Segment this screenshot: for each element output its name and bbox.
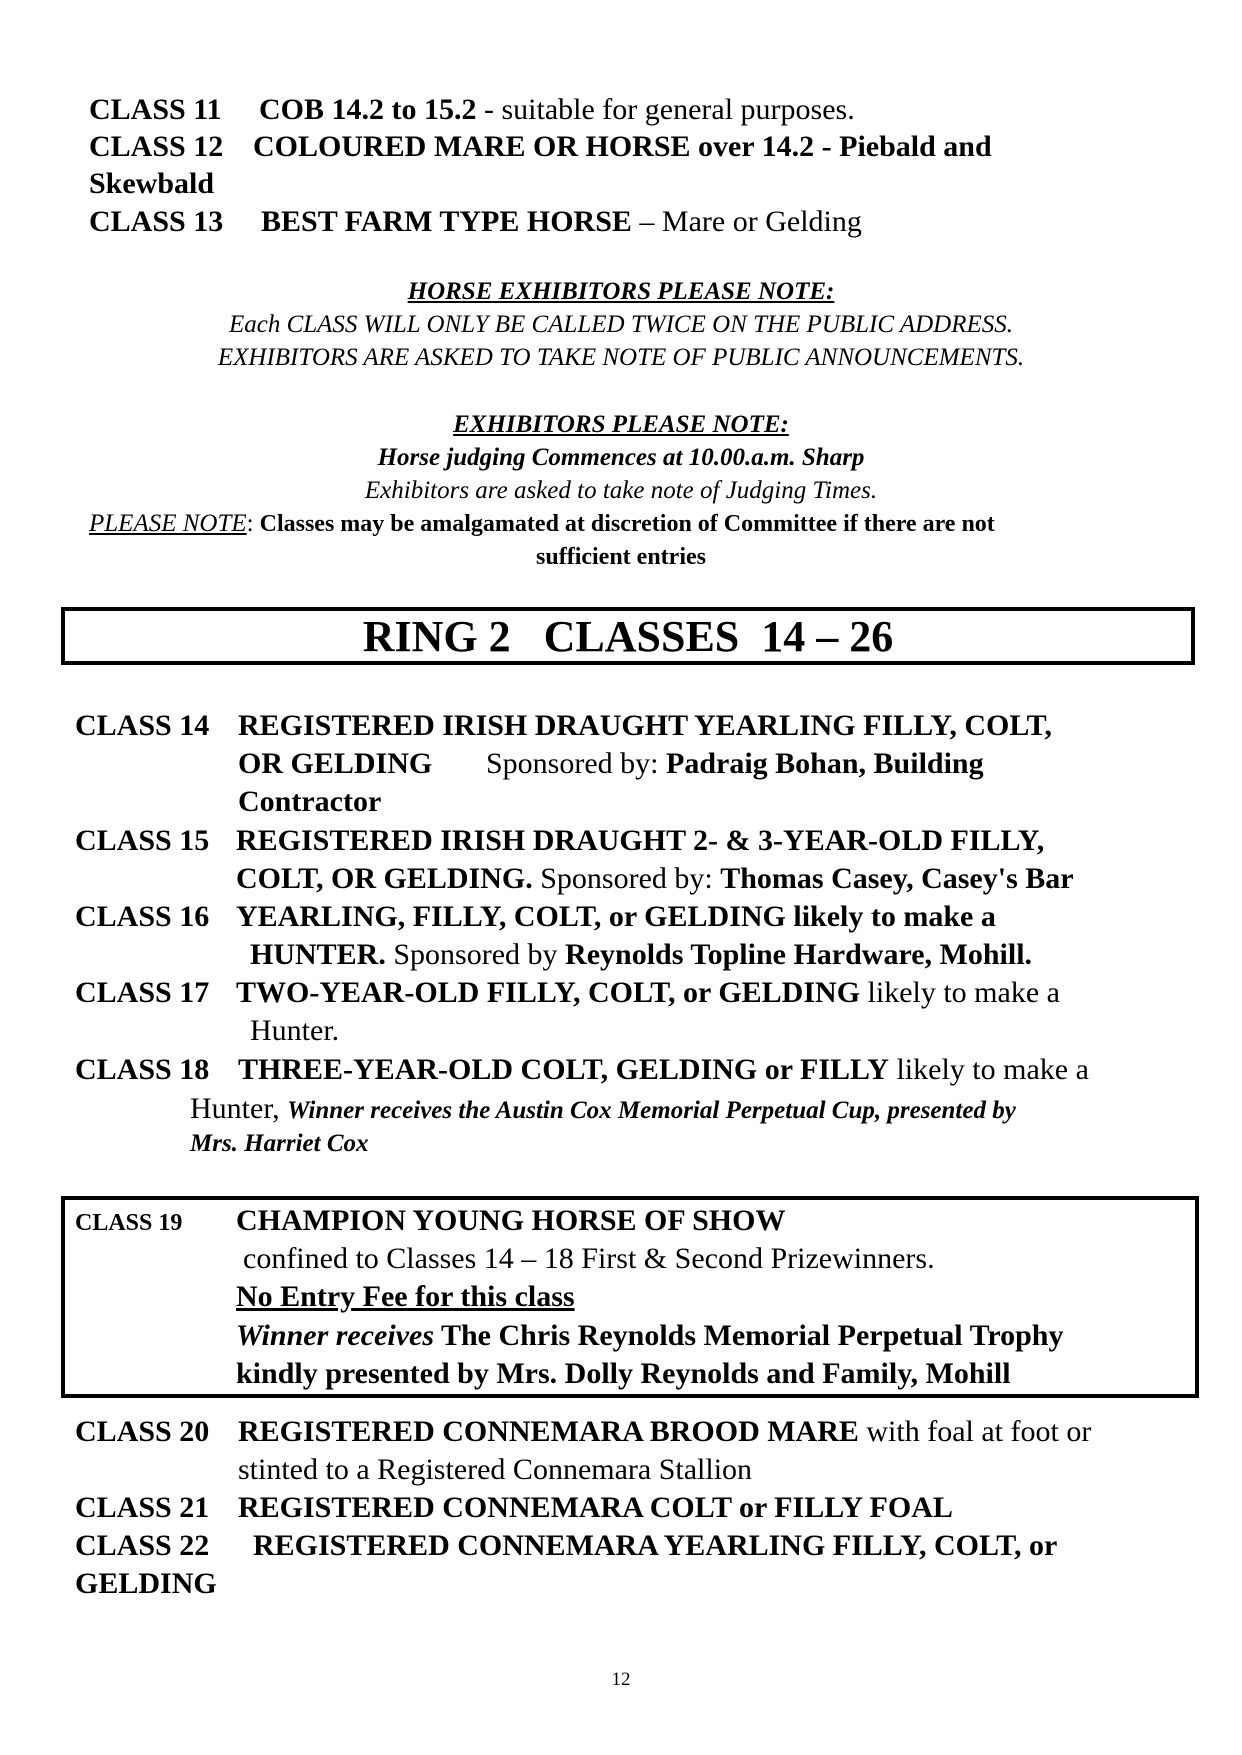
class-22-title-cont: GELDING — [75, 1567, 217, 1600]
please-note-colon: : — [246, 510, 254, 537]
class-18-label: CLASS 18 — [75, 1053, 210, 1086]
class-19-no-entry-fee: No Entry Fee for this class — [236, 1280, 575, 1313]
judging-time-note: Horse judging Commences at 10.00.a.m. Sharp — [377, 444, 865, 471]
class-11-label: CLASS 11 — [89, 93, 222, 126]
class-14-title: REGISTERED IRISH DRAUGHT YEARLING FILLY, COLT, — [238, 709, 1052, 742]
class-11-desc: - suitable for general purposes. — [476, 93, 855, 126]
class-19-award — [236, 1318, 1064, 1354]
class-20-entry — [238, 1414, 1091, 1450]
please-note-label: PLEASE NOTE — [89, 510, 247, 537]
class-15-label: CLASS 15 — [75, 824, 210, 857]
class-19-title: CHAMPION YOUNG HORSE OF SHOW — [236, 1204, 786, 1237]
class-20-desc: with foal at foot or — [858, 1415, 1092, 1448]
class-14-sponsor: Padraig Bohan, Building — [666, 747, 984, 780]
class-18-entry — [238, 1052, 1089, 1088]
class-13-desc: – Mare or Gelding — [631, 205, 862, 238]
class-14-sponsor-line — [486, 746, 984, 782]
class-18-desc: likely to make a — [888, 1053, 1089, 1086]
class-14-label: CLASS 14 — [75, 709, 210, 742]
class-17-desc: likely to make a — [860, 976, 1060, 1009]
class-16-label: CLASS 16 — [75, 900, 210, 933]
class-18-desc-cont: Hunter, — [190, 1092, 280, 1125]
class-22-title: REGISTERED CONNEMARA YEARLING FILLY, COLT, or — [253, 1529, 1058, 1562]
class-15-line-2 — [236, 861, 1074, 897]
amalgamation-text-cont: sufficient entries — [536, 544, 706, 570]
class-16-title: YEARLING, FILLY, COLT, or GELDING likely to make a — [236, 900, 996, 933]
class-22-label: CLASS 22 — [75, 1529, 210, 1562]
class-16-line-2 — [250, 937, 1032, 973]
class-20-title: REGISTERED CONNEMARA BROOD MARE — [238, 1415, 859, 1448]
horse-note-line-2: EXHIBITORS ARE ASKED TO TAKE NOTE OF PUBLIC ANNOUNCEMENTS. — [217, 344, 1025, 371]
class-19-winner-receives: Winner receives — [236, 1319, 435, 1352]
class-12-title: COLOURED MARE OR HORSE over 14.2 - Piebald and — [253, 130, 992, 163]
amalgamation-note — [89, 508, 995, 540]
class-18-title: THREE-YEAR-OLD COLT, GELDING or FILLY — [238, 1053, 889, 1086]
exhibitor-note-heading: EXHIBITORS PLEASE NOTE: — [453, 411, 789, 438]
judging-times-reminder: Exhibitors are asked to take note of Judging Times. — [364, 477, 878, 504]
class-19-eligibility: confined to Classes 14 – 18 First & Second Prizewinners. — [243, 1242, 935, 1275]
amalgamation-text: Classes may be amalgamated at discretion of Committee if there are not — [253, 511, 995, 537]
class-21-label: CLASS 21 — [75, 1491, 210, 1524]
horse-note-heading: HORSE EXHIBITORS PLEASE NOTE: — [407, 278, 835, 305]
page-number: 12 — [611, 1669, 631, 1690]
ring-2-title: RING 2 CLASSES 14 – 26 — [362, 612, 894, 661]
class-15-title: REGISTERED IRISH DRAUGHT 2- & 3-YEAR-OLD FILLY, — [236, 824, 1045, 857]
class-13-label: CLASS 13 — [89, 205, 224, 238]
class-15-sponsor: Thomas Casey, Casey's Bar — [720, 862, 1074, 895]
class-14-title-cont: OR GELDING — [238, 747, 433, 780]
class-17-entry — [236, 975, 1060, 1011]
class-13-title: BEST FARM TYPE HORSE — [261, 205, 632, 238]
horse-note-line-1: Each CLASS WILL ONLY BE CALLED TWICE ON THE PUBLIC ADDRESS. — [228, 311, 1014, 338]
class-21-title: REGISTERED CONNEMARA COLT or FILLY FOAL — [238, 1491, 953, 1524]
class-14-sponsored-by: Sponsored by: — [486, 747, 659, 780]
class-19-label: CLASS 19 — [75, 1210, 183, 1236]
class-17-label: CLASS 17 — [75, 976, 210, 1009]
class-11-title: COB 14.2 to 15.2 — [259, 93, 477, 126]
class-17-desc-cont: Hunter. — [250, 1014, 340, 1047]
class-15-title-cont: COLT, OR GELDING. — [236, 862, 533, 895]
class-16-sponsored-by: Sponsored by — [385, 938, 566, 971]
class-14-sponsor-cont: Contractor — [238, 785, 382, 818]
class-12-title-cont: Skewbald — [89, 167, 215, 200]
class-13-entry — [261, 204, 862, 240]
class-20-desc-cont: stinted to a Registered Connemara Stallion — [238, 1453, 753, 1486]
class-18-award-cont: Mrs. Harriet Cox — [190, 1130, 369, 1157]
class-15-sponsored-by: Sponsored by: — [532, 862, 721, 895]
class-19-trophy-cont: kindly presented by Mrs. Dolly Reynolds and Family, Mohill — [236, 1357, 1011, 1390]
class-18-award: Winner receives the Austin Cox Memorial Perpetual Cup, presented by — [287, 1097, 1016, 1124]
class-18-line-2 — [190, 1091, 1016, 1129]
class-11-entry — [259, 92, 855, 128]
class-12-label: CLASS 12 — [89, 130, 224, 163]
ring-2-header — [61, 607, 1195, 665]
class-16-title-cont: HUNTER. — [250, 938, 386, 971]
class-16-sponsor: Reynolds Topline Hardware, Mohill. — [565, 938, 1033, 971]
class-19-trophy: The Chris Reynolds Memorial Perpetual Trophy — [434, 1319, 1064, 1352]
class-20-label: CLASS 20 — [75, 1415, 210, 1448]
class-17-title: TWO-YEAR-OLD FILLY, COLT, or GELDING — [236, 976, 861, 1009]
